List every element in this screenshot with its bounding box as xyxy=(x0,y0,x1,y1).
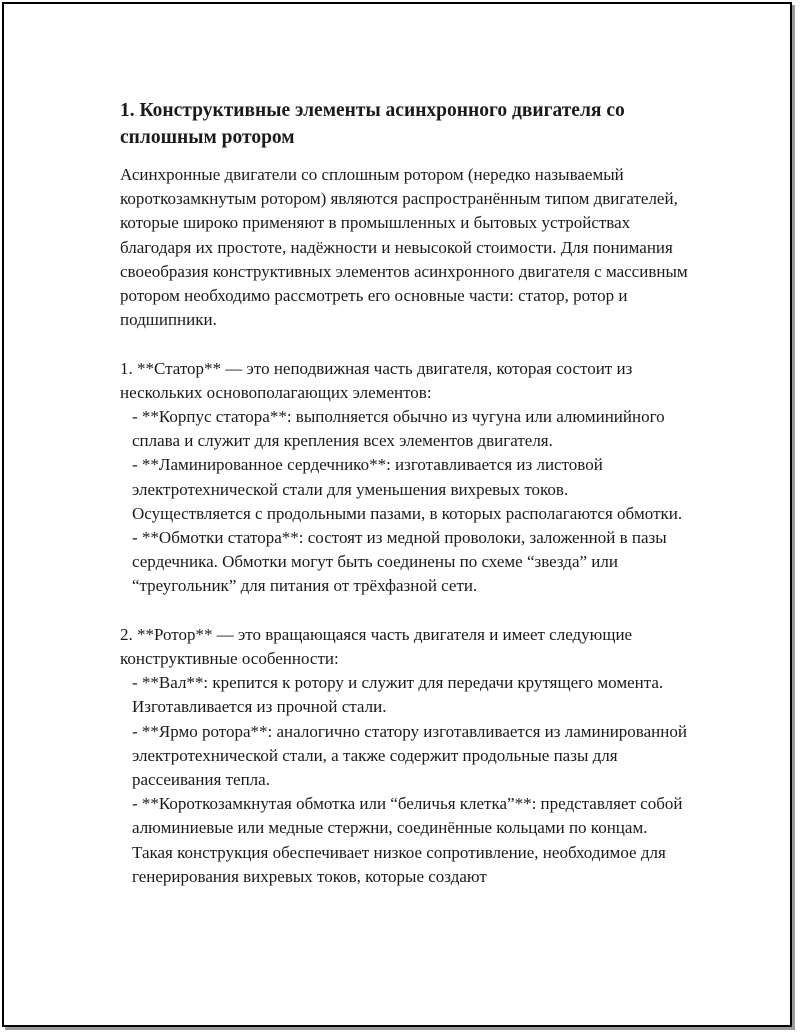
rotor-heading: 2. **Ротор** — это вращающаяся часть двигателя и имеет следующие конструктивные особенности: xyxy=(120,624,633,669)
section-title: 1. Конструктивные элементы асинхронного двигателя со сплошным ротором xyxy=(120,100,625,148)
paragraph-gap xyxy=(120,332,690,356)
document-content xyxy=(120,97,690,889)
stator-item-housing: - **Корпус статора**: выполняется обычно из чугуна или алюминийного сплава и служит для крепления всех элементов двигателя. xyxy=(132,407,665,451)
paragraph-gap xyxy=(120,599,690,623)
rotor-item-squirrel-cage: - **Короткозамкнутая обмотка или “беличья клетка”**: представляет собой алюминиевые или медные стержни, соединённые кольцами по концам. Такая конструкция обеспечивает низкое сопротивление, необходимое для генерирования вихревых токов, которые создают xyxy=(132,794,683,886)
stator-heading: 1. **Статор** — это неподвижная часть двигателя, которая состоит из нескольких основополагающих элементов: xyxy=(120,358,633,402)
rotor-item-yoke: - **Ярмо ротора**: аналогично статору изготавливается из ламинированной электротехнической стали, а также содержит продольные пазы для рассеивания тепла. xyxy=(132,721,687,790)
stator-item-windings: - **Обмотки статора**: состоят из медной проволоки, заложенной в пазы сердечника. Обмотки могут быть соединены по схеме “звезда” или “треугольник” для питания от трёхфазной сети. xyxy=(132,528,667,596)
document-page xyxy=(2,2,792,1027)
stator-item-core: - **Ламинированное сердечнико**: изготавливается из листовой электротехнической стали для уменьшения вихревых токов. Осуществляется с продольными пазами, в которых располагаются обмотки. xyxy=(132,455,683,523)
intro-paragraph: Асинхронные двигатели со сплошным ротором (нередко называемый короткозамкнутым ротором) являются распространённым типом двигателей, которые широко применяют в промышленных и бытовых устройствах благодаря их простоте, надёжности и невысокой стоимости. Для понимания своеобразия конструктивных элементов асинхронного двигателя с массивным ротором необходимо рассмотреть его основные части: статор, ротор и подшипники. xyxy=(120,165,688,330)
rotor-item-shaft: - **Вал**: крепится к ротору и служит для передачи крутящего момента. Изготавливается из прочной стали. xyxy=(132,673,664,717)
